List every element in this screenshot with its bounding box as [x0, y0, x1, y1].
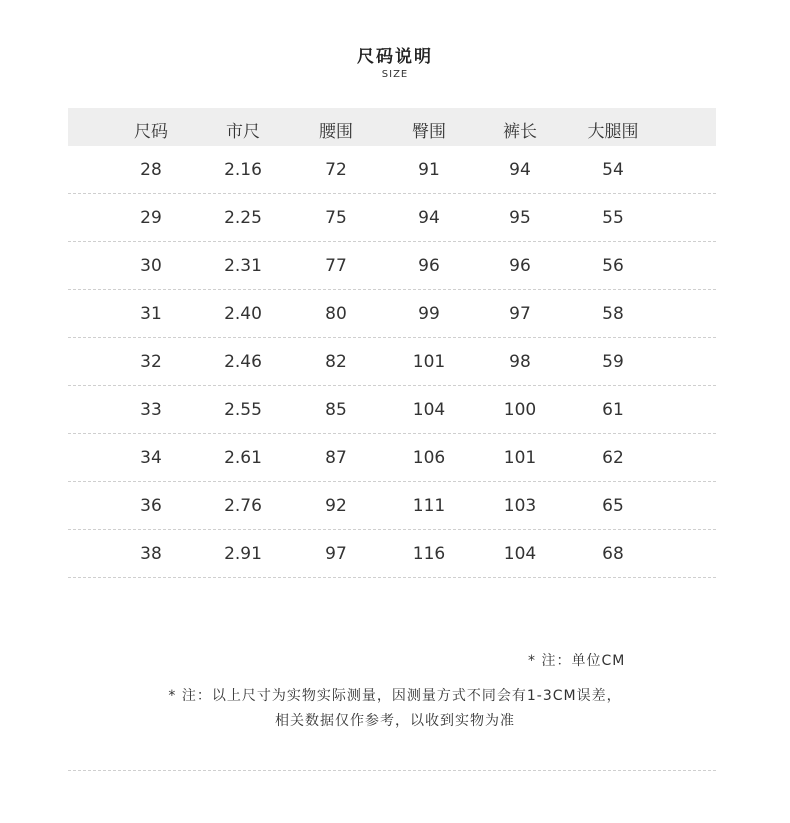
- table-row: [68, 482, 716, 530]
- cell-waist: 75: [325, 208, 347, 228]
- cell-size: 31: [140, 304, 162, 324]
- cell-thigh: 68: [602, 544, 624, 564]
- table-row: [68, 434, 716, 482]
- cell-size: 28: [140, 160, 162, 180]
- cell-hip: 106: [412, 448, 446, 468]
- cell-length: 103: [503, 496, 537, 516]
- column-header-thigh: 大腿围: [587, 122, 639, 142]
- cell-waist: 85: [325, 400, 347, 420]
- cell-size: 30: [140, 256, 162, 276]
- cell-shichi: 2.61: [224, 448, 262, 468]
- cell-hip: 91: [418, 160, 440, 180]
- disclaimer-line-1: * 注：以上尺寸为实物实际测量，因测量方式不同会有1-3CM误差，: [168, 688, 622, 704]
- table-row: [68, 530, 716, 578]
- cell-shichi: 2.55: [224, 400, 262, 420]
- table-row: [68, 338, 716, 386]
- cell-length: 96: [509, 256, 531, 276]
- cell-waist: 97: [325, 544, 347, 564]
- cell-thigh: 55: [602, 208, 624, 228]
- cell-thigh: 65: [602, 496, 624, 516]
- cell-shichi: 2.46: [224, 352, 262, 372]
- cell-thigh: 54: [602, 160, 624, 180]
- cell-length: 94: [509, 160, 531, 180]
- cell-length: 101: [503, 448, 537, 468]
- cell-hip: 116: [412, 544, 446, 564]
- column-header-length: 裤长: [503, 122, 537, 142]
- column-header-hip: 臀围: [412, 122, 446, 142]
- cell-size: 36: [140, 496, 162, 516]
- size-table: [68, 108, 716, 578]
- measurement-disclaimer: [0, 684, 790, 734]
- cell-thigh: 58: [602, 304, 624, 324]
- cell-shichi: 2.91: [224, 544, 262, 564]
- table-row: [68, 290, 716, 338]
- cell-hip: 94: [418, 208, 440, 228]
- cell-size: 33: [140, 400, 162, 420]
- table-header: [68, 108, 716, 146]
- cell-shichi: 2.31: [224, 256, 262, 276]
- column-header-shichi: 市尺: [226, 122, 260, 142]
- page-subtitle: SIZE: [381, 69, 409, 80]
- bottom-divider: [68, 770, 716, 771]
- table-row: [68, 386, 716, 434]
- cell-shichi: 2.25: [224, 208, 262, 228]
- cell-size: 32: [140, 352, 162, 372]
- cell-waist: 82: [325, 352, 347, 372]
- cell-waist: 77: [325, 256, 347, 276]
- cell-shichi: 2.16: [224, 160, 262, 180]
- table-row: [68, 194, 716, 242]
- cell-waist: 80: [325, 304, 347, 324]
- cell-length: 100: [503, 400, 537, 420]
- cell-size: 29: [140, 208, 162, 228]
- table-row: [68, 242, 716, 290]
- cell-thigh: 62: [602, 448, 624, 468]
- cell-thigh: 61: [602, 400, 624, 420]
- disclaimer-line-2: 相关数据仅作参考，以收到实物为准: [275, 713, 515, 729]
- cell-shichi: 2.76: [224, 496, 262, 516]
- cell-length: 104: [503, 544, 537, 564]
- cell-hip: 101: [412, 352, 446, 372]
- unit-note: * 注：单位CM: [528, 653, 626, 669]
- cell-length: 98: [509, 352, 531, 372]
- cell-waist: 87: [325, 448, 347, 468]
- cell-hip: 104: [412, 400, 446, 420]
- cell-thigh: 56: [602, 256, 624, 276]
- table-row: [68, 146, 716, 194]
- cell-size: 38: [140, 544, 162, 564]
- cell-hip: 111: [412, 496, 446, 516]
- cell-length: 97: [509, 304, 531, 324]
- column-header-waist: 腰围: [319, 122, 353, 142]
- column-header-size: 尺码: [134, 122, 168, 142]
- cell-length: 95: [509, 208, 531, 228]
- cell-waist: 72: [325, 160, 347, 180]
- cell-waist: 92: [325, 496, 347, 516]
- cell-shichi: 2.40: [224, 304, 262, 324]
- page-title: 尺码说明: [357, 47, 433, 67]
- cell-hip: 99: [418, 304, 440, 324]
- cell-size: 34: [140, 448, 162, 468]
- cell-hip: 96: [418, 256, 440, 276]
- cell-thigh: 59: [602, 352, 624, 372]
